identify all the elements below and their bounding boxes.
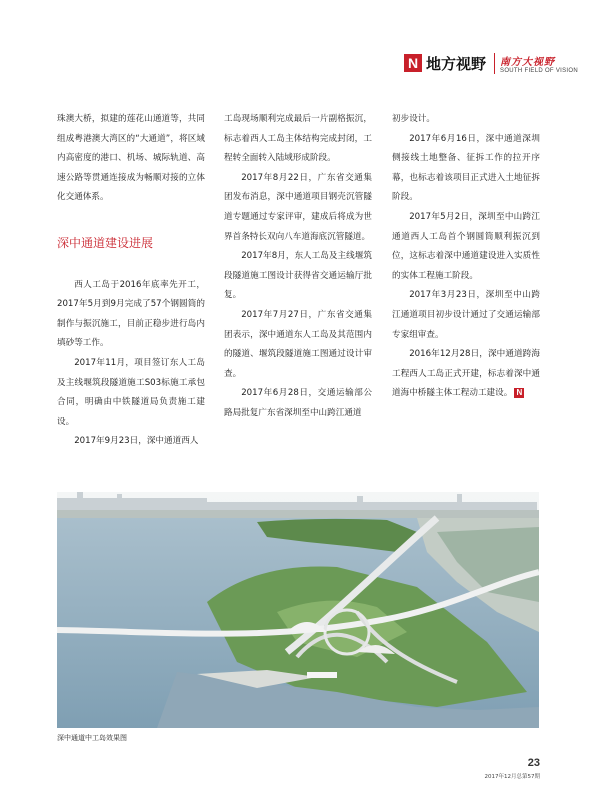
paragraph: 珠澳大桥，拟建的莲花山通道等，共同组成粤港澳大湾区的“大通道”，将区域内高密度的港口、机场、城际轨道、高速公路等贯通连接成为畅顺对接的立体化交通体系。 <box>57 114 205 203</box>
n-logo-icon: N <box>404 54 422 72</box>
paragraph: 2017年11月，项目签订东人工岛及主线堰筑段隧道施工S03标施工承包合同，明确由中铁隧道局负责施工建设。 <box>57 357 205 427</box>
paragraph: 2017年8月，东人工岛及主线堰筑段隧道施工图设计获得省交通运输厅批复。 <box>224 251 372 301</box>
magazine-header <box>404 48 578 78</box>
section-title: 地方视野 <box>426 54 487 73</box>
paragraph <box>392 345 540 404</box>
section-heading: 深中通道建设进展 <box>57 235 154 250</box>
page-number: 23 <box>527 757 540 769</box>
magazine-brand <box>494 53 578 74</box>
text-column-1 <box>57 110 205 452</box>
issue-info: 2017年12月总第57期 <box>484 774 540 780</box>
brand-calligraphy: 南方大视野 <box>500 56 556 68</box>
brand-english: SOUTH FIELD OF VISION <box>500 67 578 74</box>
paragraph: 2017年3月23日，深圳至中山跨江通道项目初步设计通过了交通运输部专家组审查。 <box>392 290 540 340</box>
paragraph: 2017年5月2日，深圳至中山跨江通道西人工岛首个钢圆筒顺利振沉到位，这标志着深中通道建设进入实质性的实体工程施工阶段。 <box>392 211 540 281</box>
paragraph: 2017年7月27日，广东省交通集团表示，深中通道东人工岛及其范围内的隧道、堰筑段隧道施工图通过设计审查。 <box>224 309 372 379</box>
island-rendering-image <box>57 492 539 728</box>
paragraph: 西人工岛于2016年底率先开工，2017年5月到9月完成了57个钢圆筒的制作与振沉施工，目前正稳步进行岛内填砂等工作。 <box>57 279 205 349</box>
text-column-3 <box>392 110 540 404</box>
text-column-2 <box>224 110 372 424</box>
paragraph: 2017年8月22日，广东省交通集团发布消息，深中通道项目钢壳沉管隧道专题通过专家评审，建成后将成为世界首条特长双向八车道海底沉管隧道。 <box>224 172 372 242</box>
paragraph: 初步设计。 <box>392 114 435 124</box>
paragraph: 2017年6月16日，深中通道深圳侧接线土地整备、征拆工作的拉开序幕，也标志着该项目正式进入土地征拆阶段。 <box>392 133 540 203</box>
figure-caption: 深中通道中工岛效果图 <box>57 734 127 742</box>
paragraph: 2017年9月23日，深中通道西人 <box>74 436 199 447</box>
paragraph-text: 2016年12月28日，深中通道跨海工程西人工岛正式开建，标志着深中通道海中桥隧主体工程动工建设。 <box>392 349 540 399</box>
paragraph: 工岛现场顺利完成最后一片副格振沉，标志着西人工岛主体结构完成封闭，工程转全面转入陆域形成阶段。 <box>224 114 372 164</box>
paragraph: 2017年6月28日，交通运输部公路局批复广东省深圳至中山跨江通道 <box>224 388 372 418</box>
end-mark-icon: N <box>514 388 524 398</box>
